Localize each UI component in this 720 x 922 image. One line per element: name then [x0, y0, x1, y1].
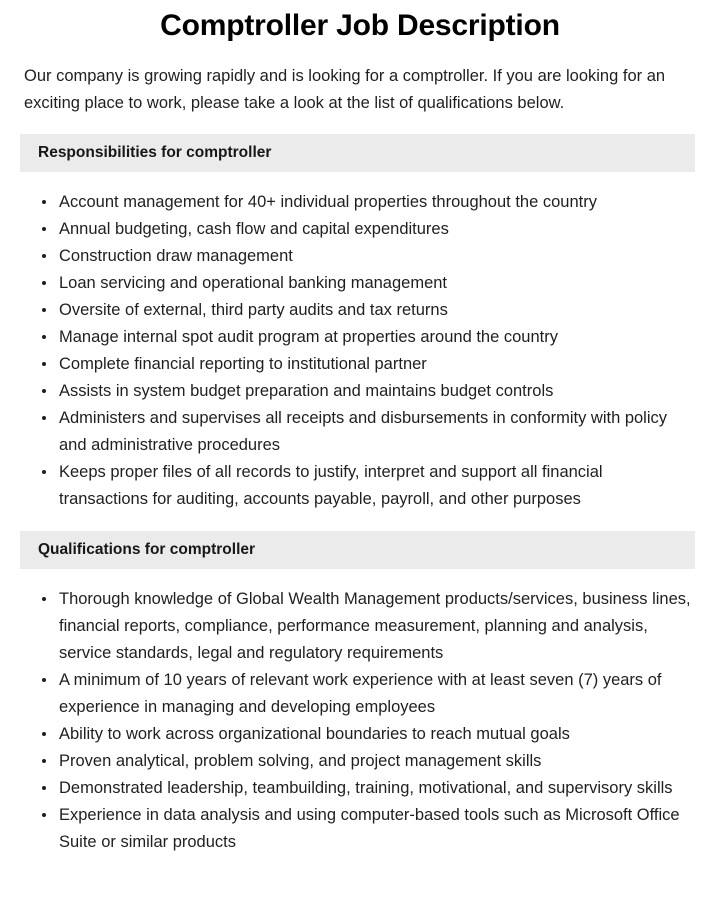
- bullet-icon: [42, 281, 46, 285]
- responsibility-item-text: Annual budgeting, cash flow and capital expenditures: [59, 220, 449, 238]
- bullet-icon: [42, 732, 46, 736]
- responsibility-item-text: Administers and supervises all receipts and disbursements in conformity with policy and administrative procedures: [59, 409, 668, 454]
- bullet-icon: [42, 597, 46, 601]
- bullet-icon: [42, 759, 46, 763]
- page-title: Comptroller Job Description: [160, 9, 560, 42]
- responsibilities-section: [0, 117, 720, 513]
- list-item: [0, 243, 720, 270]
- responsibility-item-text: Construction draw management: [59, 247, 293, 265]
- bullet-icon: [42, 362, 46, 366]
- qualifications-heading: Qualifications for comptroller: [38, 541, 256, 558]
- qualification-item-text: Proven analytical, problem solving, and project management skills: [59, 752, 542, 770]
- responsibility-item-text: Oversite of external, third party audits and tax returns: [59, 301, 448, 319]
- bullet-icon: [42, 335, 46, 339]
- qualifications-band-spacer: [0, 513, 720, 569]
- bullet-icon: [42, 254, 46, 258]
- list-item: [0, 351, 720, 378]
- responsibilities-list: [0, 172, 720, 513]
- responsibilities-header-band: [20, 134, 695, 172]
- bullet-icon: [42, 200, 46, 204]
- list-item: [0, 297, 720, 324]
- bullet-icon: [42, 678, 46, 682]
- list-item: [0, 324, 720, 351]
- bullet-icon: [42, 389, 46, 393]
- qualifications-list: [0, 569, 720, 856]
- bullet-icon: [42, 813, 46, 817]
- list-item: [0, 378, 720, 405]
- responsibility-item-text: Assists in system budget preparation and maintains budget controls: [59, 382, 554, 400]
- bullet-icon: [42, 416, 46, 420]
- intro-paragraph: Our company is growing rapidly and is looking for a comptroller. If you are looking for an exciting place to work, please take a look at the list of qualifications below.: [24, 67, 666, 112]
- qualification-item-text: A minimum of 10 years of relevant work experience with at least seven (7) years of experience in managing and developing employees: [59, 671, 662, 716]
- list-item: [0, 405, 720, 459]
- responsibilities-heading: Responsibilities for comptroller: [38, 144, 272, 161]
- bullet-icon: [42, 786, 46, 790]
- list-item: [0, 667, 720, 721]
- qualification-item-text: Thorough knowledge of Global Wealth Management products/services, business lines, financial reports, compliance, performance measurement, planning and analysis, service standards, legal and regulatory requirements: [59, 590, 691, 662]
- list-item: [0, 748, 720, 775]
- bullet-icon: [42, 227, 46, 231]
- responsibility-item-text: Manage internal spot audit program at properties around the country: [59, 328, 558, 346]
- list-item: [0, 721, 720, 748]
- responsibility-item-text: Loan servicing and operational banking management: [59, 274, 448, 292]
- responsibility-item-text: Account management for 40+ individual properties throughout the country: [59, 193, 597, 211]
- list-item: [0, 270, 720, 297]
- responsibility-item-text: Keeps proper files of all records to justify, interpret and support all financial transactions for auditing, accounts payable, payroll, and other purposes: [59, 463, 603, 508]
- list-item: [0, 775, 720, 802]
- qualification-item-text: Demonstrated leadership, teambuilding, training, motivational, and supervisory skills: [59, 779, 673, 797]
- bullet-icon: [42, 470, 46, 474]
- qualification-item-text: Ability to work across organizational boundaries to reach mutual goals: [59, 725, 570, 743]
- qualifications-header-band: [20, 531, 695, 569]
- responsibility-item-text: Complete financial reporting to institutional partner: [59, 355, 427, 373]
- list-item: [0, 586, 720, 667]
- list-item: [0, 189, 720, 216]
- qualifications-section: [0, 513, 720, 856]
- list-item: [0, 459, 720, 513]
- qualification-item-text: Experience in data analysis and using computer-based tools such as Microsoft Office Suite or similar products: [59, 806, 680, 851]
- responsibilities-band-spacer: [0, 117, 720, 172]
- list-item: [0, 802, 720, 856]
- bullet-icon: [42, 308, 46, 312]
- list-item: [0, 216, 720, 243]
